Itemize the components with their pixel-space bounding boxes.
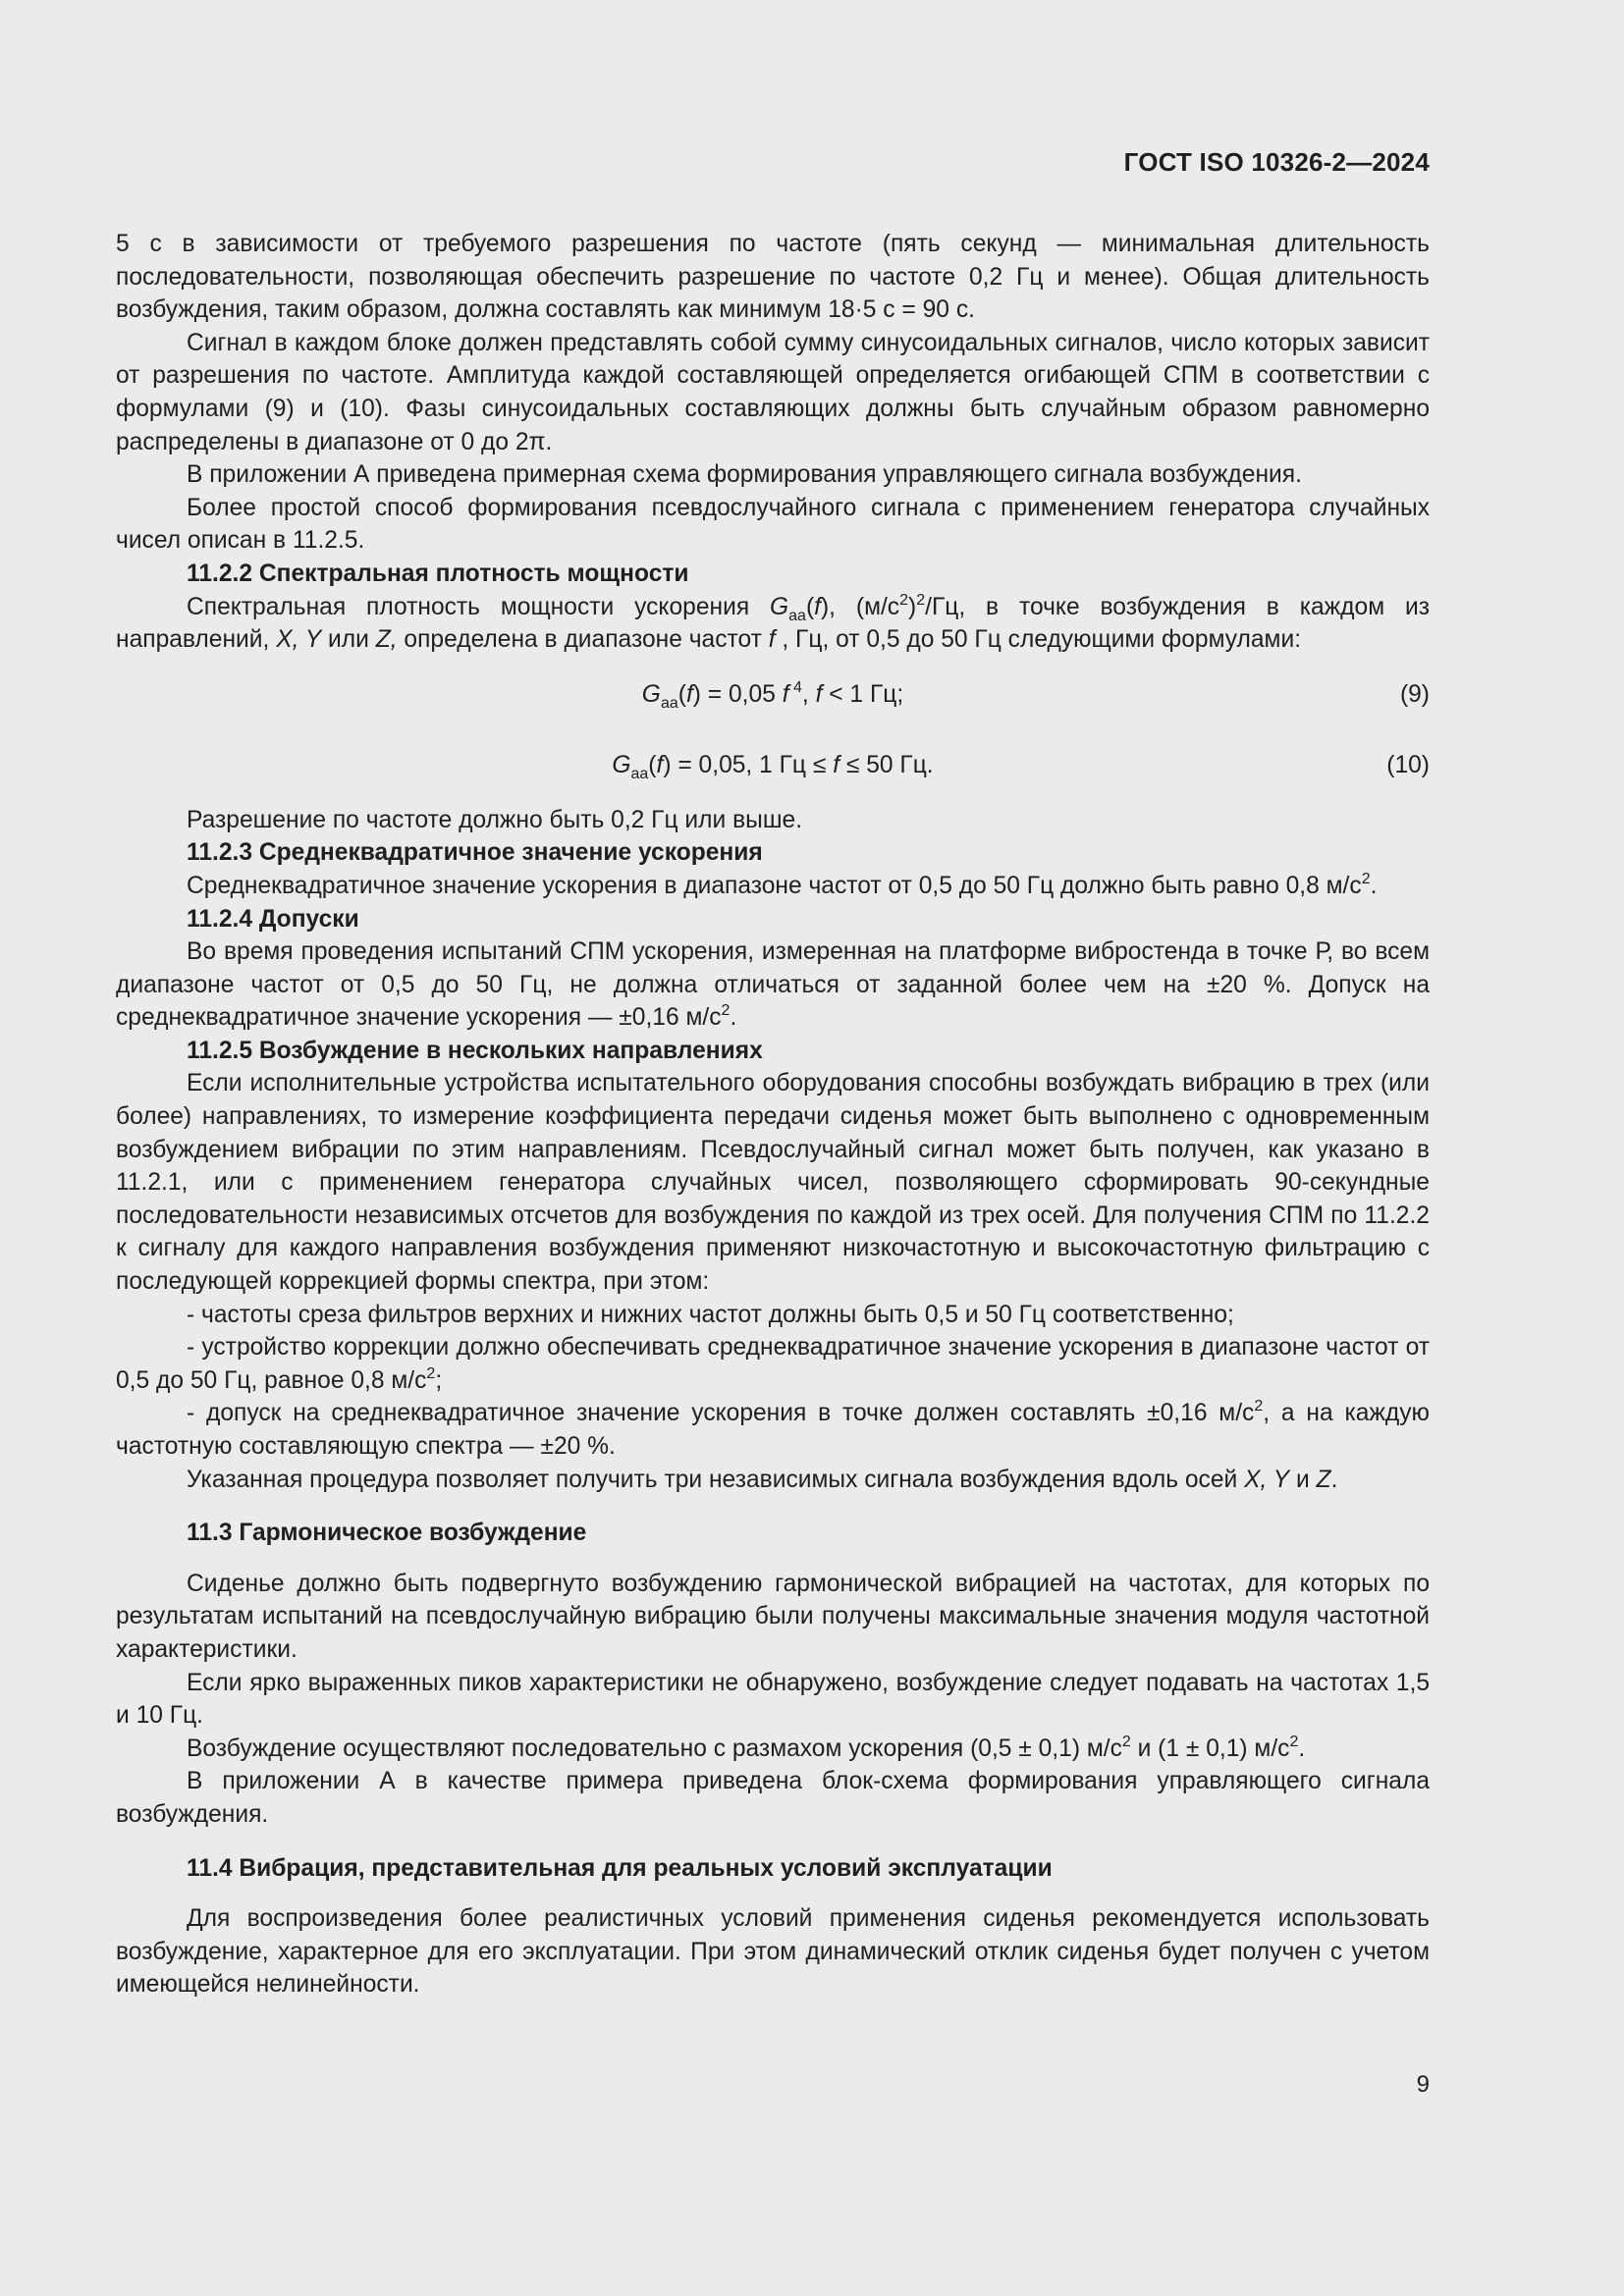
paragraph: 5 с в зависимости от требуемого разрешения по частоте (пять секунд — минимальная длительность последовательности, позволяющая обеспечить разрешение по частоте 0,2 Гц и менее). Общая длительность возбуждения, таким образом, должна составлять как минимум 18·5 с = 90 с. xyxy=(116,231,1430,324)
paragraph: Если ярко выраженных пиков характеристики не обнаружено, возбуждение следует подавать на частотах 1,5 и 10 Гц. xyxy=(116,1669,1430,1730)
section-heading-11-4: 11.4 Вибрация, представительная для реальных условий эксплуатации xyxy=(187,1854,1053,1882)
paragraph: Сиденье должно быть подвергнуто возбуждению гармонической вибрацией на частотах, для которых по результатам испытаний на псевдослучайную вибрацию были получены максимальные значения модуля частотной характеристики. xyxy=(116,1570,1430,1663)
formula-9 xyxy=(116,678,1430,714)
spacer xyxy=(116,1832,1430,1852)
list-item: - частоты среза фильтров верхних и нижних частот должны быть 0,5 и 50 Гц соответственно; xyxy=(187,1301,1234,1328)
paragraph: Если исполнительные устройства испытательного оборудования способны возбуждать вибрацию в трех (или более) направлениях, то измерение коэффициента передачи сиденья может быть выполнено с одновременным возбуждением вибрации по этим направлениям. Псевдослучайный сигнал может быть получен, как указано в 11.2.1, или с применением генератора случайных чисел, позволяющего сформировать 90-секундные последовательности независимых отсчетов для возбуждения по каждой из трех осей. Для получения СПМ по 11.2.2 к сигналу для каждого направления возбуждения применяют низкочастотную и высокочастотную фильтрацию с последующей коррекцией формы спектра, при этом: xyxy=(116,1070,1430,1296)
paragraph: В приложении А в качестве примера приведена блок-схема формирования управляющего сигнала возбуждения. xyxy=(116,1768,1430,1828)
section-heading-11-2-5: 11.2.5 Возбуждение в нескольких направлениях xyxy=(187,1037,763,1064)
paragraph: Среднеквадратичное значение ускорения в диапазоне частот от 0,5 до 50 Гц должно быть равно 0,8 $м/с^2$. xyxy=(187,870,1378,899)
list-item: - устройство коррекции должно обеспечивать среднеквадратичное значение ускорения в диапазоне частот от 0,5 до 50 Гц, равное 0,8 $м/с^2$; xyxy=(116,1334,1430,1394)
paragraph: Более простой способ формирования псевдослучайного сигнала с применением генератора случайных чисел описан в 11.2.5. xyxy=(116,494,1430,555)
page-body xyxy=(116,228,1430,2002)
section-heading-11-2-2: 11.2.2 Спектральная плотность мощности xyxy=(187,560,689,587)
paragraph: Указанная процедура позволяет получить три независимых сигнала возбуждения вдоль осей X, Y и Z. xyxy=(187,1466,1338,1493)
formula-expression: $G_{aa}(f) = 0,05$, 1 Гц ≤ f ≤ 50 Гц. xyxy=(612,751,934,782)
spacer xyxy=(116,1496,1430,1517)
paragraph: В приложении А приведена примерная схема формирования управляющего сигнала возбуждения. xyxy=(187,461,1302,489)
page-number: 9 xyxy=(1416,2071,1430,2098)
section-heading-11-3: 11.3 Гармоническое возбуждение xyxy=(187,1520,587,1547)
section-heading-11-2-3: 11.2.3 Среднеквадратичное значение ускорения xyxy=(187,839,763,867)
spacer xyxy=(116,1885,1430,1902)
paragraph: Возбуждение осуществляют последовательно с размахом ускорения (0,5 ± 0,1) $м/с^2$ и (1 ± 0,1) $м/с^2$. xyxy=(187,1733,1306,1762)
paragraph: Для воспроизведения более реалистичных условий применения сиденья рекомендуется использовать возбуждение, характерное для его эксплуатации. При этом динамический отклик сиденья будет получен с учетом имеющейся нелинейности. xyxy=(116,1905,1430,1999)
formula-10 xyxy=(116,749,1430,784)
formula-number: (9) xyxy=(1399,680,1430,708)
list-item: - допуск на среднеквадратичное значение ускорения в точке должен составлять ±0,16 $м/с^2$, а на каждую частотную составляющую спектра — ±20 %. xyxy=(116,1398,1430,1460)
paragraph-psd: Спектральная плотность мощности ускорения $G_{aa}(f)$, $(м/с^2)^2/Гц$, в точке возбуждения в каждом из направлений, X, Y или Z, определена в диапазоне частот f , Гц, от 0,5 до 50 Гц следующими формулами: xyxy=(116,591,1430,654)
formula-number: (10) xyxy=(1386,751,1430,778)
formula-expression: $G_{aa}(f) = 0,05$ f $^4$, f < 1 Гц; xyxy=(641,678,904,712)
paragraph: Во время проведения испытаний СПМ ускорения, измеренная на платформе вибростенда в точке Р, во всем диапазоне частот от 0,5 до 50 Гц, не должна отличаться от заданной более чем на ±20 %. Допуск на среднеквадратичное значение ускорения — ±0,16 $м/с^2$. xyxy=(116,938,1430,1032)
document-header: ГОСТ ISO 10326-2—2024 xyxy=(1123,147,1430,177)
paragraph: Разрешение по частоте должно быть 0,2 Гц или выше. xyxy=(187,806,803,833)
paragraph: Сигнал в каждом блоке должен представлять собой сумму синусоидальных сигналов, число которых зависит от разрешения по частоте. Амплитуда каждой составляющей определяется огибающей СПМ в соответствии с формулами (9) и (10). Фазы синусоидальных составляющих должны быть случайным образом равномерно распределены в диапазоне от 0 до 2π. xyxy=(116,329,1430,455)
spacer xyxy=(116,1550,1430,1568)
section-heading-11-2-4: 11.2.4 Допуски xyxy=(187,905,359,933)
